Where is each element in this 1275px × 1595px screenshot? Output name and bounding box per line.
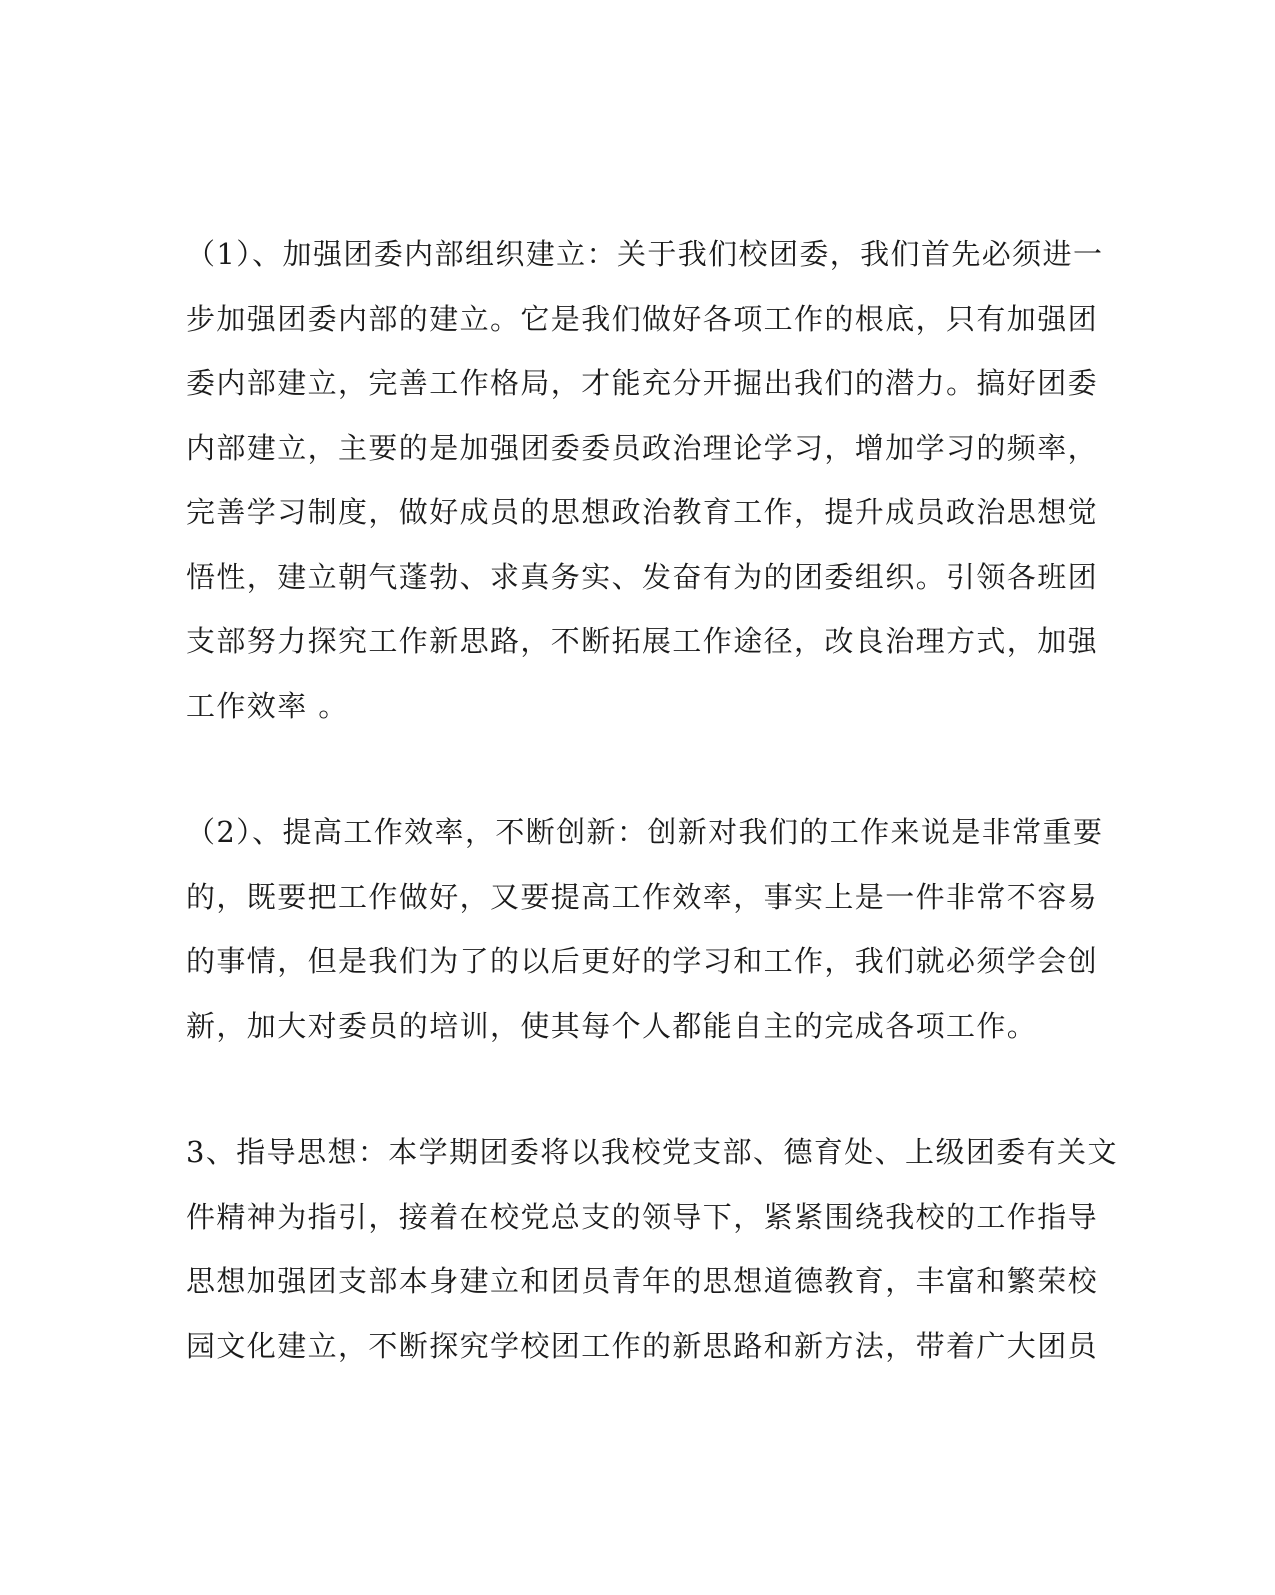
text-line: 园文化建立，不断探究学校团工作的新思路和新方法，带着广大团员 [186,1328,1099,1363]
paragraph-improve-efficiency [186,800,1104,1058]
text-line: 新，加大对委员的培训，使其每个人都能自主的完成各项工作。 [186,1008,1038,1043]
text-line: 的事情，但是我们为了的以后更好的学习和工作，我们就必须学会创 [186,944,1099,978]
text-line: 完善学习制度，做好成员的思想政治教育工作，提升成员政治思想觉 [186,495,1099,529]
text-line: 内部建立，主要的是加强团委委员政治理论学习，增加学习的频率， [186,430,1099,465]
text-line: 的，既要把工作做好，又要提高工作效率，事实上是一件非常不容易 [186,879,1099,914]
text-line: 步加强团委内部的建立。它是我们做好各项工作的根底，只有加强团 [186,301,1099,336]
paragraph-guiding-ideology [186,1120,1118,1378]
document-body [186,222,1118,1378]
text-line: 悟性，建立朝气蓬勃、求真务实、发奋有为的团委组织。引领各班团 [186,559,1099,594]
text-line: （2）、提高工作效率，不断创新：创新对我们的工作来说是非常重要 [186,815,1104,849]
text-line: 委内部建立，完善工作格局，才能充分开掘出我们的潜力。搞好团委 [186,366,1099,400]
text-line: 工作效率 。 [186,688,349,723]
text-line: 件精神为指引，接着在校党总支的领导下，紧紧围绕我校的工作指导 [186,1199,1099,1234]
paragraph-strengthen-organization [186,222,1104,738]
text-line: （1）、加强团委内部组织建立：关于我们校团委，我们首先必须进一 [186,237,1104,271]
text-line: 支部努力探究工作新思路，不断拓展工作途径，改良治理方式，加强 [186,624,1099,658]
text-line: 思想加强团支部本身建立和团员青年的思想道德教育，丰富和繁荣校 [186,1264,1099,1298]
text-line: 3、指导思想：本学期团委将以我校党支部、德育处、上级团委有关文 [186,1135,1118,1169]
